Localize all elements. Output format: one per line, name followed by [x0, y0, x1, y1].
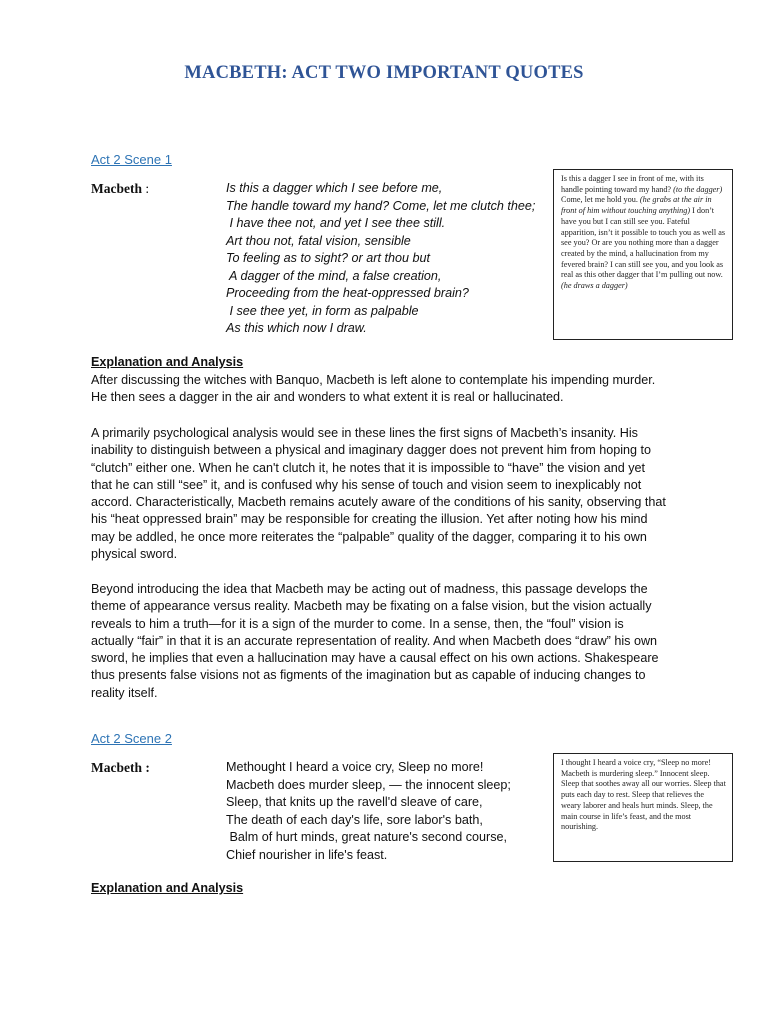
verse-line: Proceeding from the heat-oppressed brain? — [226, 286, 469, 300]
scene-2-verse — [226, 759, 511, 864]
page-title: MACBETH: ACT TWO IMPORTANT QUOTES — [184, 63, 584, 83]
scene-2-speaker: Macbeth : — [91, 760, 150, 775]
verse-line: Macbeth does murder sleep, — the innocent sleep; — [226, 777, 511, 792]
verse-line: To feeling as to sight? or art thou but — [226, 251, 430, 265]
speaker-name: Macbeth — [91, 181, 142, 196]
paragraph-line: may be addled, he once more reiterates the “palpable” quality of the dagger, comparing it to his own — [91, 529, 647, 544]
scene-1-speaker — [91, 181, 149, 197]
verse-line: Art thou not, fatal vision, sensible — [226, 233, 411, 248]
analysis-paragraph-3 — [91, 581, 691, 702]
verse-line: Sleep, that knits up the ravell'd sleave of care, — [226, 795, 483, 809]
verse-line: Methought I heard a voice cry, Sleep no more! — [226, 760, 484, 774]
scene-2-link[interactable]: Act 2 Scene 2 — [91, 731, 172, 746]
paragraph-line: actually “fair” in that it is an accurate representation of reality. And when Macbeth does “draw” his own — [91, 633, 658, 648]
verse-line: Chief nourisher in life's feast. — [226, 847, 388, 862]
paragraph-line: physical sword. — [91, 547, 178, 562]
verse-line: A dagger of the mind, a false creation, — [226, 268, 442, 283]
paragraph-line: reality itself. — [91, 685, 158, 700]
verse-line: Is this a dagger which I see before me, — [226, 181, 443, 195]
note-text: I don’t have you but I can still see you. Fateful apparition, isn’t it possible to touch you as well as see you? Or are you nothing more than a dagger created by the mind, a hallucination from my fevered brain? I can still see you, and you look as real as this other dagger that I’m pulling out now. — [561, 206, 726, 280]
paragraph-line: his “heat oppressed brain” may be responsible for creating the illusion. Yet after noting how his mind — [91, 512, 648, 527]
note-stage-direction: (he grabs at the air in front of him without touching anything) — [561, 195, 712, 216]
note-text: Come, let me hold you. — [561, 195, 640, 205]
analysis-paragraph-1 — [91, 372, 691, 407]
scene-1-modern-translation-box — [553, 169, 733, 340]
scene-2-analysis-heading: Explanation and Analysis — [91, 881, 244, 895]
note-stage-direction: (to the dagger) — [673, 184, 723, 194]
paragraph-line: thus presents false visions not as figments of the imagination but as capable of inducing changes to — [91, 668, 646, 683]
paragraph-line: reveals to him a truth—for it is a sign of the murder to come. In a sense, then, the “foul” vision is — [91, 616, 624, 631]
verse-line: The handle toward my hand? Come, let me clutch thee; — [226, 198, 536, 213]
paragraph-line: He then sees a dagger in the air and wonders to what extent it is real or hallucinated. — [91, 390, 564, 405]
scene-1-verse — [226, 180, 535, 338]
paragraph-line: “clutch” either one. When he can't clutch it, he notes that it is impossible to “have” the vision and yet — [91, 460, 646, 475]
paragraph-line: sword, he implies that even a hallucination may have a causal effect on his own actions. Shakespeare — [91, 651, 659, 666]
speaker-colon: : — [142, 181, 150, 196]
verse-line: Balm of hurt minds, great nature's second course, — [226, 830, 508, 844]
verse-line: The death of each day's life, sore labor's bath, — [226, 812, 483, 827]
scene-1-link[interactable]: Act 2 Scene 1 — [91, 152, 172, 167]
paragraph-line: inability to distinguish between a physical and imaginary dagger does not prevent him from hoping to — [91, 443, 652, 458]
verse-line: I have thee not, and yet I see thee still. — [226, 216, 446, 230]
note-text: Is this a dagger I see in front of me, with its handle pointing toward my hand? — [561, 174, 704, 194]
paragraph-line: theme of appearance versus reality. Macbeth may be fixating on a false vision, but the vision actually — [91, 599, 652, 614]
scene-2-modern-translation-box: I thought I heard a voice cry, “Sleep no more! Macbeth is murdering sleep.” Innocent sleep. Sleep that soothes away all our worries. Sleep that puts each day to rest. Sleep that relieves the weary laborer and heals hurt minds. Sleep, the main course in life’s feast, and the most nourishing. — [553, 753, 733, 862]
paragraph-line: that he can still “see” it, and is confused why his sense of touch and vision seem to inexplicably not — [91, 477, 642, 492]
paragraph-line: After discussing the witches with Banquo, Macbeth is left alone to contemplate his impending murder. — [91, 373, 656, 387]
paragraph-line: A primarily psychological analysis would see in these lines the first signs of Macbeth’s insanity. His — [91, 426, 638, 440]
paragraph-line: accord. Characteristically, Macbeth remains acutely aware of the conditions of his sanity, observing that — [91, 495, 666, 510]
scene-1-analysis-heading: Explanation and Analysis — [91, 355, 244, 369]
paragraph-line: Beyond introducing the idea that Macbeth may be acting out of madness, this passage develops the — [91, 582, 648, 596]
verse-line: As this which now I draw. — [226, 321, 367, 335]
verse-line: I see thee yet, in form as palpable — [226, 303, 419, 318]
analysis-paragraph-2 — [91, 425, 691, 563]
note-stage-direction: (he draws a dagger) — [561, 281, 628, 291]
